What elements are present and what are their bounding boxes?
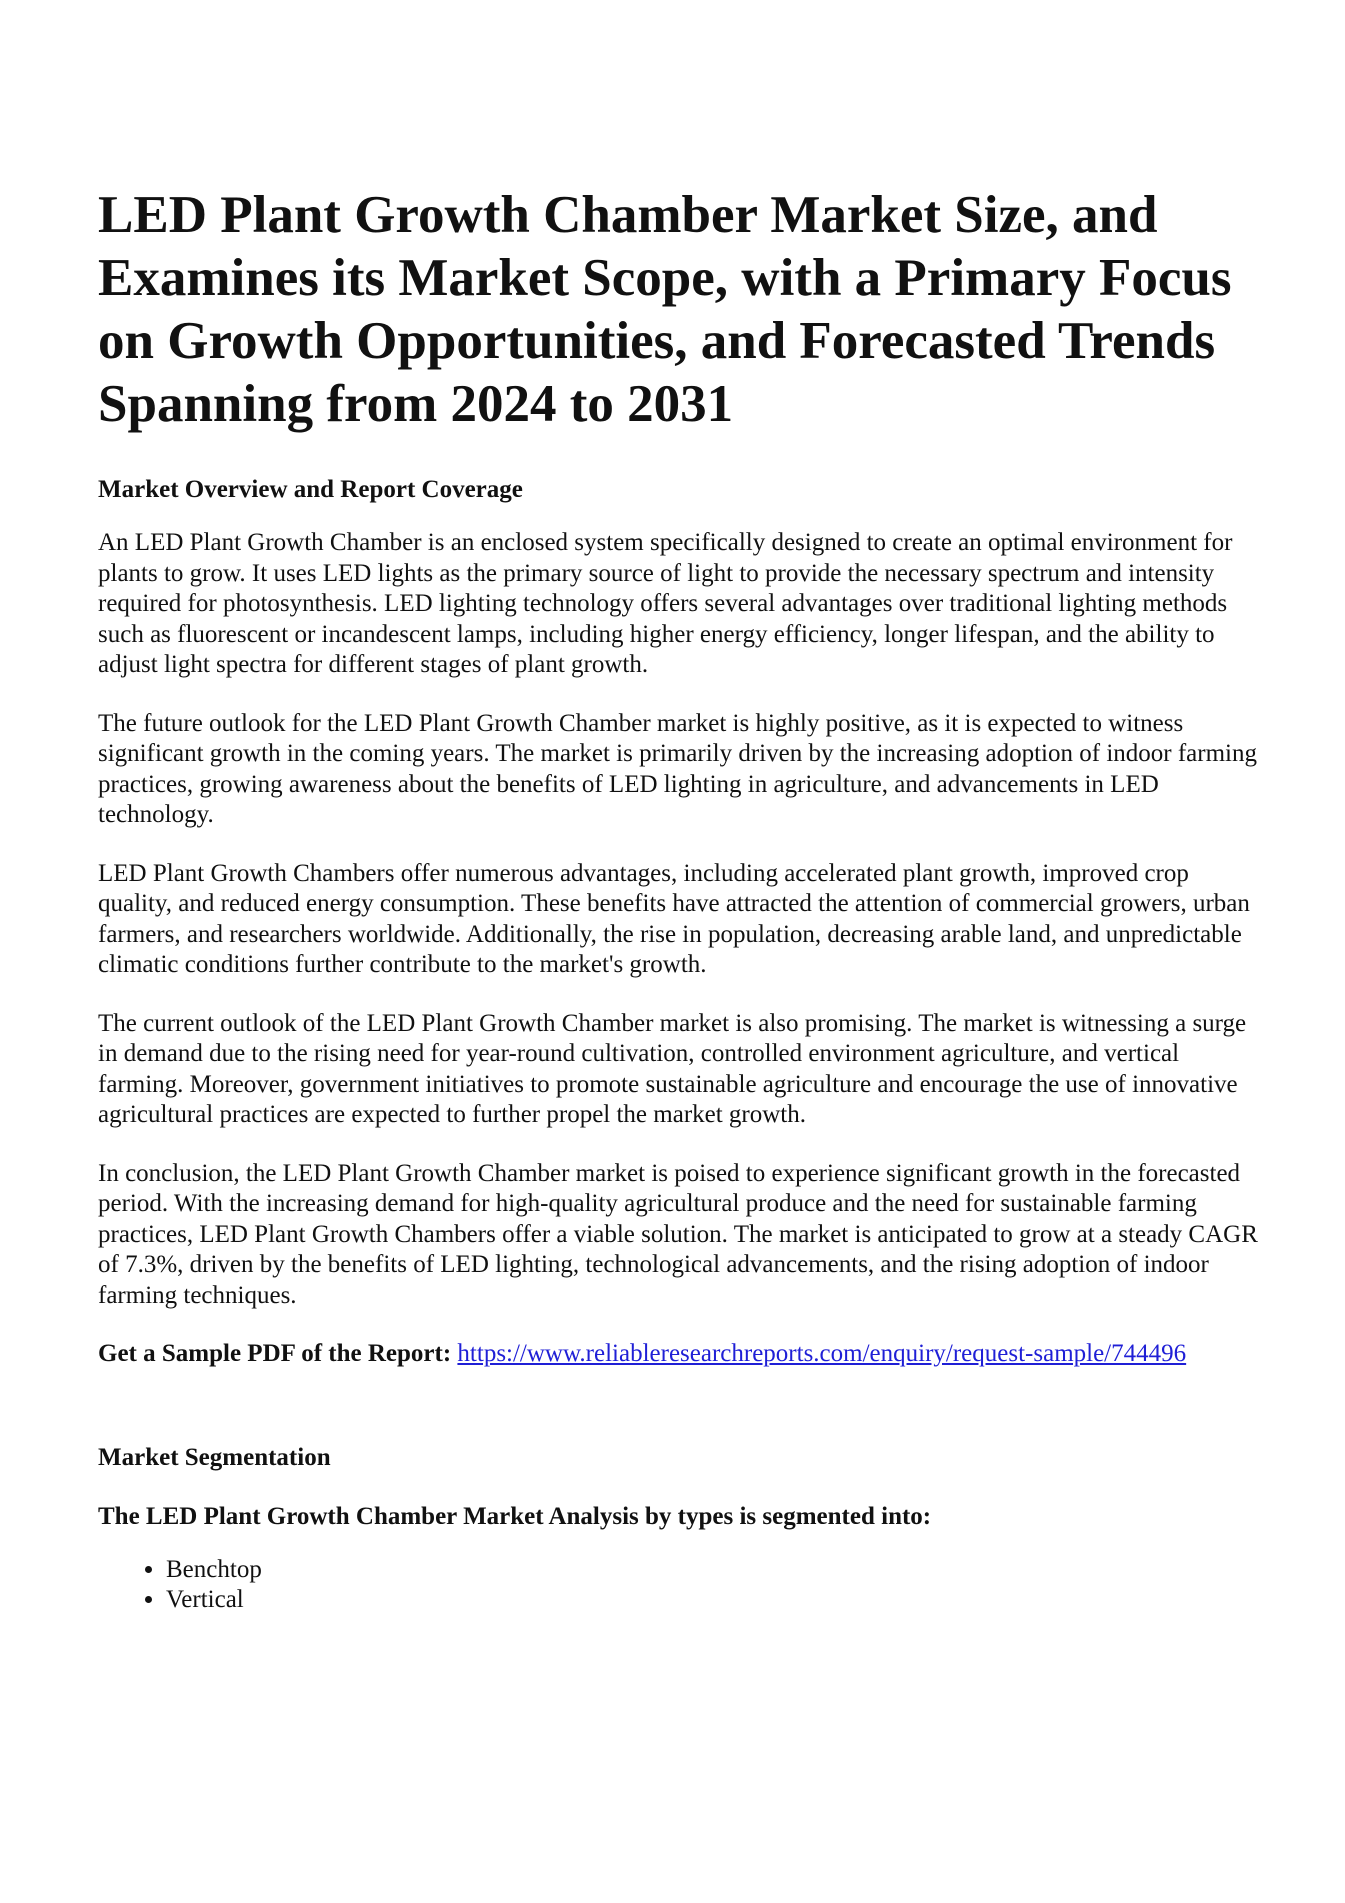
- sample-pdf-link[interactable]: https://www.reliableresearchreports.com/enquiry/request-sample/744496: [457, 1340, 1187, 1367]
- overview-paragraph-3: LED Plant Growth Chambers offer numerous advantages, including accelerated plant growth, improved crop quality, and reduced energy consumption. These benefits have attracted the attention of commercial growers, urban farmers, and researchers worldwide. Additionally, the rise in population, decreasing arable land, and unpredictable climatic conditions further contribute to the market's growth.: [98, 859, 1250, 978]
- types-list: [98, 1555, 1263, 1616]
- types-heading: The LED Plant Growth Chamber Market Analysis by types is segmented into:: [98, 1502, 932, 1530]
- overview-paragraph-2: The future outlook for the LED Plant Growth Chamber market is highly positive, as it is expected to witness significant growth in the coming years. The market is primarily driven by the increasing adoption of indoor farming practices, growing awareness about the benefits of LED lighting in agriculture, and advancements in LED technology.: [98, 709, 1257, 828]
- overview-heading: Market Overview and Report Coverage: [98, 476, 523, 503]
- overview-paragraph-4: The current outlook of the LED Plant Growth Chamber market is also promising. The market is witnessing a surge in demand due to the rising need for year-round cultivation, controlled environment agriculture, and vertical farming. Moreover, government initiatives to promote sustainable agriculture and encourage the use of innovative agricultural practices are expected to further propel the market growth.: [98, 1009, 1247, 1128]
- overview-paragraph-1: An LED Plant Growth Chamber is an enclosed system specifically designed to create an optimal environment for plants to grow. It uses LED lights as the primary source of light to provide the necessary spectrum and intensity required for photosynthesis. LED lighting technology offers several advantages over traditional lighting methods such as fluorescent or incandescent lamps, including higher energy efficiency, longer lifespan, and the ability to adjust light spectra for different stages of plant growth.: [98, 529, 1233, 678]
- overview-paragraph-5: In conclusion, the LED Plant Growth Chamber market is poised to experience significant growth in the forecasted period. With the increasing demand for high-quality agricultural produce and the need for sustainable farming practices, LED Plant Growth Chambers offer a viable solution. The market is anticipated to grow at a steady CAGR of 7.3%, driven by the benefits of LED lighting, technological advancements, and the rising adoption of indoor farming techniques.: [98, 1159, 1258, 1309]
- segmentation-heading: Market Segmentation: [98, 1443, 331, 1471]
- sample-pdf-line: [98, 1339, 1263, 1370]
- sample-pdf-label: Get a Sample PDF of the Report:: [98, 1340, 452, 1367]
- page-title: LED Plant Growth Chamber Market Size, and Examines its Market Scope, with a Primary Focus on Growth Opportunities, and Forecasted Trends Spanning from 2024 to 2031: [98, 186, 1232, 433]
- list-item: • Benchtop: [166, 1555, 1263, 1586]
- document-page: [98, 184, 1263, 1616]
- list-item: • Vertical: [166, 1585, 1263, 1616]
